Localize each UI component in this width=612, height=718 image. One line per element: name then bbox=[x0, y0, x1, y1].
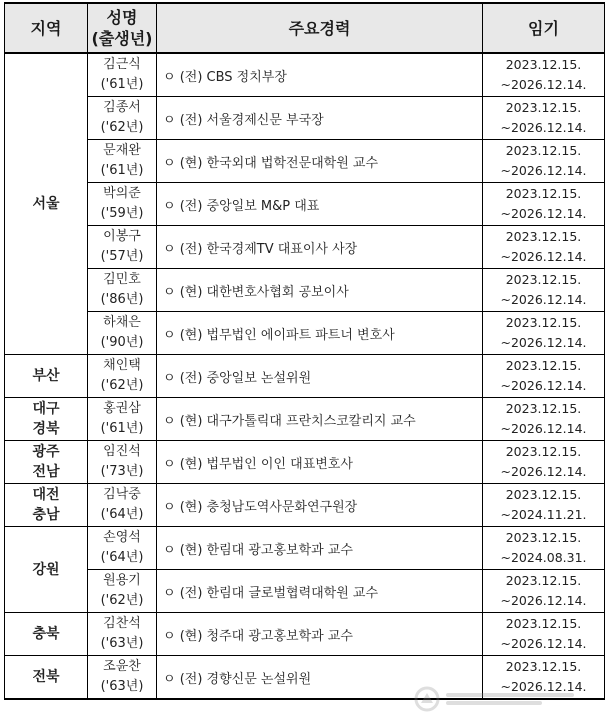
member-career: ㅇ (현) 대구가톨릭대 프란치스코칼리지 교수 bbox=[157, 398, 483, 441]
member-name-cell bbox=[88, 613, 157, 656]
table-row bbox=[5, 140, 605, 183]
region-cell: 서울 bbox=[5, 53, 88, 355]
header-row bbox=[5, 3, 605, 53]
term-end: ~2026.12.14. bbox=[500, 120, 587, 135]
member-name-cell bbox=[88, 484, 157, 527]
member-name-cell bbox=[88, 355, 157, 398]
member-career: ㅇ (현) 한림대 광고홍보학과 교수 bbox=[157, 527, 483, 570]
member-career: ㅇ (전) 한림대 글로벌협력대학원 교수 bbox=[157, 570, 483, 613]
member-term-cell bbox=[483, 398, 605, 441]
table-row bbox=[5, 355, 605, 398]
header-career: 주요경력 bbox=[157, 3, 483, 53]
member-birth: ('63년) bbox=[100, 679, 144, 694]
term-start: 2023.12.15. bbox=[505, 401, 582, 416]
member-term-cell bbox=[483, 527, 605, 570]
member-name-cell bbox=[88, 97, 157, 140]
region-line2: 충남 bbox=[32, 507, 60, 523]
member-term-cell bbox=[483, 613, 605, 656]
member-term-cell bbox=[483, 140, 605, 183]
member-name: 문재완 bbox=[103, 143, 141, 158]
member-name-cell bbox=[88, 441, 157, 484]
term-start: 2023.12.15. bbox=[505, 272, 582, 287]
term-start: 2023.12.15. bbox=[505, 487, 582, 502]
member-name-cell bbox=[88, 183, 157, 226]
member-name-cell bbox=[88, 570, 157, 613]
member-name: 손영석 bbox=[103, 530, 141, 545]
member-name-cell bbox=[88, 53, 157, 97]
member-name: 하채은 bbox=[103, 315, 141, 330]
term-end: ~2026.12.14. bbox=[500, 292, 587, 307]
member-birth: ('57년) bbox=[100, 249, 144, 264]
region-cell bbox=[5, 484, 88, 527]
member-name-cell bbox=[88, 140, 157, 183]
member-name: 김종서 bbox=[103, 100, 141, 115]
region-cell: 강원 bbox=[5, 527, 88, 613]
member-term-cell bbox=[483, 312, 605, 355]
term-end: ~2026.12.14. bbox=[500, 464, 587, 479]
member-birth: ('86년) bbox=[100, 292, 144, 307]
member-term-cell bbox=[483, 484, 605, 527]
term-end: ~2026.12.14. bbox=[500, 378, 587, 393]
term-end: ~2026.12.14. bbox=[500, 249, 587, 264]
member-career: ㅇ (전) 중앙일보 M&P 대표 bbox=[157, 183, 483, 226]
member-name-cell bbox=[88, 226, 157, 269]
region-line2: 경북 bbox=[32, 421, 60, 437]
member-term-cell bbox=[483, 97, 605, 140]
member-name: 홍권삼 bbox=[103, 401, 141, 416]
region-cell: 부산 bbox=[5, 355, 88, 398]
table-row bbox=[5, 183, 605, 226]
header-name-line1: 성명 bbox=[106, 8, 138, 27]
term-start: 2023.12.15. bbox=[505, 530, 582, 545]
member-name: 채인택 bbox=[103, 358, 141, 373]
region-cell: 전북 bbox=[5, 656, 88, 700]
member-career: ㅇ (전) 경향신문 논설위원 bbox=[157, 656, 483, 700]
region-cell: 충북 bbox=[5, 613, 88, 656]
member-birth: ('61년) bbox=[100, 77, 144, 92]
member-birth: ('62년) bbox=[100, 120, 144, 135]
region-line1: 대구 bbox=[32, 401, 60, 417]
term-end: ~2026.12.14. bbox=[500, 421, 587, 436]
member-career: ㅇ (전) CBS 정치부장 bbox=[157, 53, 483, 97]
member-name-cell bbox=[88, 527, 157, 570]
member-term-cell bbox=[483, 183, 605, 226]
table-row bbox=[5, 570, 605, 613]
member-name: 임진석 bbox=[103, 444, 141, 459]
member-career: ㅇ (현) 대한변호사협회 공보이사 bbox=[157, 269, 483, 312]
member-term-cell bbox=[483, 269, 605, 312]
member-name-cell bbox=[88, 656, 157, 700]
table-row bbox=[5, 398, 605, 441]
term-start: 2023.12.15. bbox=[505, 358, 582, 373]
member-birth: ('62년) bbox=[100, 378, 144, 393]
member-career: ㅇ (현) 청주대 광고홍보학과 교수 bbox=[157, 613, 483, 656]
member-name-cell bbox=[88, 312, 157, 355]
member-career: ㅇ (현) 법무법인 이인 대표변호사 bbox=[157, 441, 483, 484]
table-row bbox=[5, 269, 605, 312]
region-line2: 전남 bbox=[32, 464, 60, 480]
member-career: ㅇ (전) 서울경제신문 부국장 bbox=[157, 97, 483, 140]
term-start: 2023.12.15. bbox=[505, 616, 582, 631]
member-name: 박의준 bbox=[103, 186, 141, 201]
term-start: 2023.12.15. bbox=[505, 143, 582, 158]
member-name: 김찬석 bbox=[103, 616, 141, 631]
term-start: 2023.12.15. bbox=[505, 229, 582, 244]
table-row bbox=[5, 97, 605, 140]
term-start: 2023.12.15. bbox=[505, 186, 582, 201]
member-career: ㅇ (전) 중앙일보 논설위원 bbox=[157, 355, 483, 398]
table-row bbox=[5, 441, 605, 484]
region-cell bbox=[5, 398, 88, 441]
region-line1: 대전 bbox=[32, 487, 60, 503]
member-name: 이봉구 bbox=[103, 229, 141, 244]
region-line1: 광주 bbox=[32, 444, 60, 460]
member-term-cell bbox=[483, 355, 605, 398]
header-name bbox=[88, 3, 157, 53]
term-end: ~2026.12.14. bbox=[500, 77, 587, 92]
roster-table bbox=[4, 2, 605, 700]
member-name: 조윤찬 bbox=[103, 659, 141, 674]
term-start: 2023.12.15. bbox=[505, 315, 582, 330]
member-career: ㅇ (현) 충청남도역사문화연구원장 bbox=[157, 484, 483, 527]
table-row bbox=[5, 312, 605, 355]
term-end: ~2024.11.21. bbox=[500, 507, 587, 522]
member-name: 김민호 bbox=[103, 272, 141, 287]
term-end: ~2026.12.14. bbox=[500, 679, 587, 694]
member-birth: ('62년) bbox=[100, 593, 144, 608]
member-career: ㅇ (전) 한국경제TV 대표이사 사장 bbox=[157, 226, 483, 269]
term-end: ~2024.08.31. bbox=[500, 550, 587, 565]
term-end: ~2026.12.14. bbox=[500, 206, 587, 221]
member-term-cell bbox=[483, 441, 605, 484]
member-name-cell bbox=[88, 398, 157, 441]
table-row bbox=[5, 484, 605, 527]
term-start: 2023.12.15. bbox=[505, 57, 582, 72]
term-end: ~2026.12.14. bbox=[500, 593, 587, 608]
term-end: ~2026.12.14. bbox=[500, 163, 587, 178]
member-birth: ('61년) bbox=[100, 163, 144, 178]
member-term-cell bbox=[483, 570, 605, 613]
table-row bbox=[5, 527, 605, 570]
member-birth: ('59년) bbox=[100, 206, 144, 221]
member-birth: ('64년) bbox=[100, 550, 144, 565]
member-career: ㅇ (현) 법무법인 에이파트 파트너 변호사 bbox=[157, 312, 483, 355]
region-cell bbox=[5, 441, 88, 484]
term-start: 2023.12.15. bbox=[505, 659, 582, 674]
member-term-cell bbox=[483, 53, 605, 97]
member-name-cell bbox=[88, 269, 157, 312]
header-region: 지역 bbox=[5, 3, 88, 53]
term-end: ~2026.12.14. bbox=[500, 636, 587, 651]
term-start: 2023.12.15. bbox=[505, 573, 582, 588]
member-birth: ('64년) bbox=[100, 507, 144, 522]
table-row bbox=[5, 613, 605, 656]
term-start: 2023.12.15. bbox=[505, 100, 582, 115]
header-name-line2: (출생년) bbox=[91, 29, 153, 48]
table-row bbox=[5, 53, 605, 97]
term-end: ~2026.12.14. bbox=[500, 335, 587, 350]
member-name: 김낙중 bbox=[103, 487, 141, 502]
member-career: ㅇ (현) 한국외대 법학전문대학원 교수 bbox=[157, 140, 483, 183]
committee-roster-document bbox=[4, 2, 604, 700]
member-name: 원용기 bbox=[103, 573, 141, 588]
member-birth: ('63년) bbox=[100, 636, 144, 651]
news-agency-logo-icon bbox=[412, 684, 582, 714]
member-term-cell bbox=[483, 226, 605, 269]
term-start: 2023.12.15. bbox=[505, 444, 582, 459]
table-row bbox=[5, 226, 605, 269]
member-birth: ('90년) bbox=[100, 335, 144, 350]
member-birth: ('61년) bbox=[100, 421, 144, 436]
member-birth: ('73년) bbox=[100, 464, 144, 479]
header-term: 임기 bbox=[483, 3, 605, 53]
member-name: 김근식 bbox=[103, 57, 141, 72]
